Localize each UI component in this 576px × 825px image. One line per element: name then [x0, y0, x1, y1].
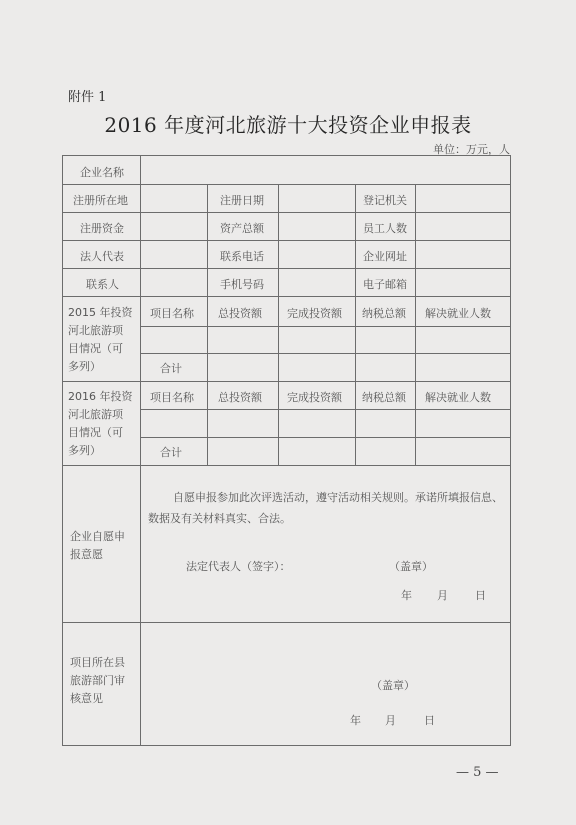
dept-date-day: 日	[424, 714, 435, 727]
willingness-date-day: 日	[475, 589, 486, 602]
projects-2016-label: 2016 年投资 河北旅游项 目情况（可 多列）	[68, 390, 133, 457]
website-label: 企业网址	[363, 250, 407, 263]
projects-2015-header-jobs: 解决就业人数	[425, 307, 491, 320]
projects-2015-header-tax: 纳税总额	[362, 307, 406, 320]
legal-rep-field[interactable]	[143, 243, 205, 265]
reg-authority-label: 登记机关	[363, 194, 407, 207]
total-assets-field[interactable]	[281, 215, 353, 237]
projects-2016-header-total: 总投资额	[218, 391, 262, 404]
projects-2015-header-total: 总投资额	[218, 307, 262, 320]
legal-rep-label: 法人代表	[80, 250, 124, 263]
signature-field[interactable]	[290, 553, 370, 575]
mobile-field[interactable]	[281, 271, 353, 293]
total-assets-label: 资产总额	[220, 222, 264, 235]
reg-authority-field[interactable]	[418, 187, 508, 209]
attachment-label: 附件 1	[68, 90, 107, 105]
projects-2015-header-name: 项目名称	[150, 307, 194, 320]
unit-note: 单位：万元，人	[433, 143, 510, 156]
projects-2016-header-name: 项目名称	[150, 391, 194, 404]
willingness-label: 企业自愿申 报意愿	[70, 530, 125, 561]
mobile-label: 手机号码	[220, 278, 264, 291]
projects-2016-header-completed: 完成投资额	[287, 391, 342, 404]
company-name-label: 企业名称	[80, 166, 124, 179]
website-field[interactable]	[418, 243, 508, 265]
projects-2016-header-tax: 纳税总额	[362, 391, 406, 404]
projects-2016-total-row[interactable]	[209, 440, 508, 462]
willingness-date-month: 月	[437, 589, 448, 602]
dept-date-month: 月	[385, 714, 396, 727]
contact-field[interactable]	[143, 271, 205, 293]
phone-label: 联系电话	[220, 250, 264, 263]
willingness-date-year: 年	[401, 589, 412, 602]
dept-date-year: 年	[350, 714, 361, 727]
projects-2015-label: 2015 年投资 河北旅游项 目情况（可 多列）	[68, 306, 133, 373]
willingness-seal: （盖章）	[389, 560, 433, 573]
projects-2015-entry-row[interactable]	[143, 329, 508, 351]
projects-2016-header-jobs: 解决就业人数	[425, 391, 491, 404]
company-name-field[interactable]	[212, 164, 509, 182]
projects-2016-entry-row[interactable]	[143, 412, 508, 434]
email-label: 电子邮箱	[363, 278, 407, 291]
dept-seal: （盖章）	[371, 679, 415, 692]
employees-field[interactable]	[418, 215, 508, 237]
dept-opinion-field[interactable]	[146, 630, 506, 670]
projects-2015-header-completed: 完成投资额	[287, 307, 342, 320]
reg-date-label: 注册日期	[220, 194, 264, 207]
projects-2015-total-label: 合计	[160, 362, 182, 375]
projects-2016-total-label: 合计	[160, 446, 182, 459]
reg-capital-label: 注册资金	[80, 222, 124, 235]
dept-opinion-label: 项目所在县 旅游部门审 核意见	[70, 656, 125, 705]
page-number: — 5 —	[456, 765, 499, 780]
signature-label: 法定代表人（签字）：	[186, 560, 291, 573]
reg-capital-field[interactable]	[143, 215, 205, 237]
projects-2015-total-row[interactable]	[209, 356, 508, 378]
reg-date-field[interactable]	[281, 187, 353, 209]
phone-field[interactable]	[281, 243, 353, 265]
declaration-text: 自愿申报参加此次评选活动，遵守活动相关规则。承诺所填报信息、数据及有关材料真实、合法。	[148, 491, 503, 525]
contact-label: 联系人	[86, 278, 119, 291]
employees-label: 员工人数	[363, 222, 407, 235]
form-title: 2016 年度河北旅游十大投资企业申报表	[104, 113, 472, 137]
email-field[interactable]	[418, 271, 508, 293]
reg-location-field[interactable]	[143, 187, 205, 209]
reg-location-label: 注册所在地	[73, 194, 128, 207]
